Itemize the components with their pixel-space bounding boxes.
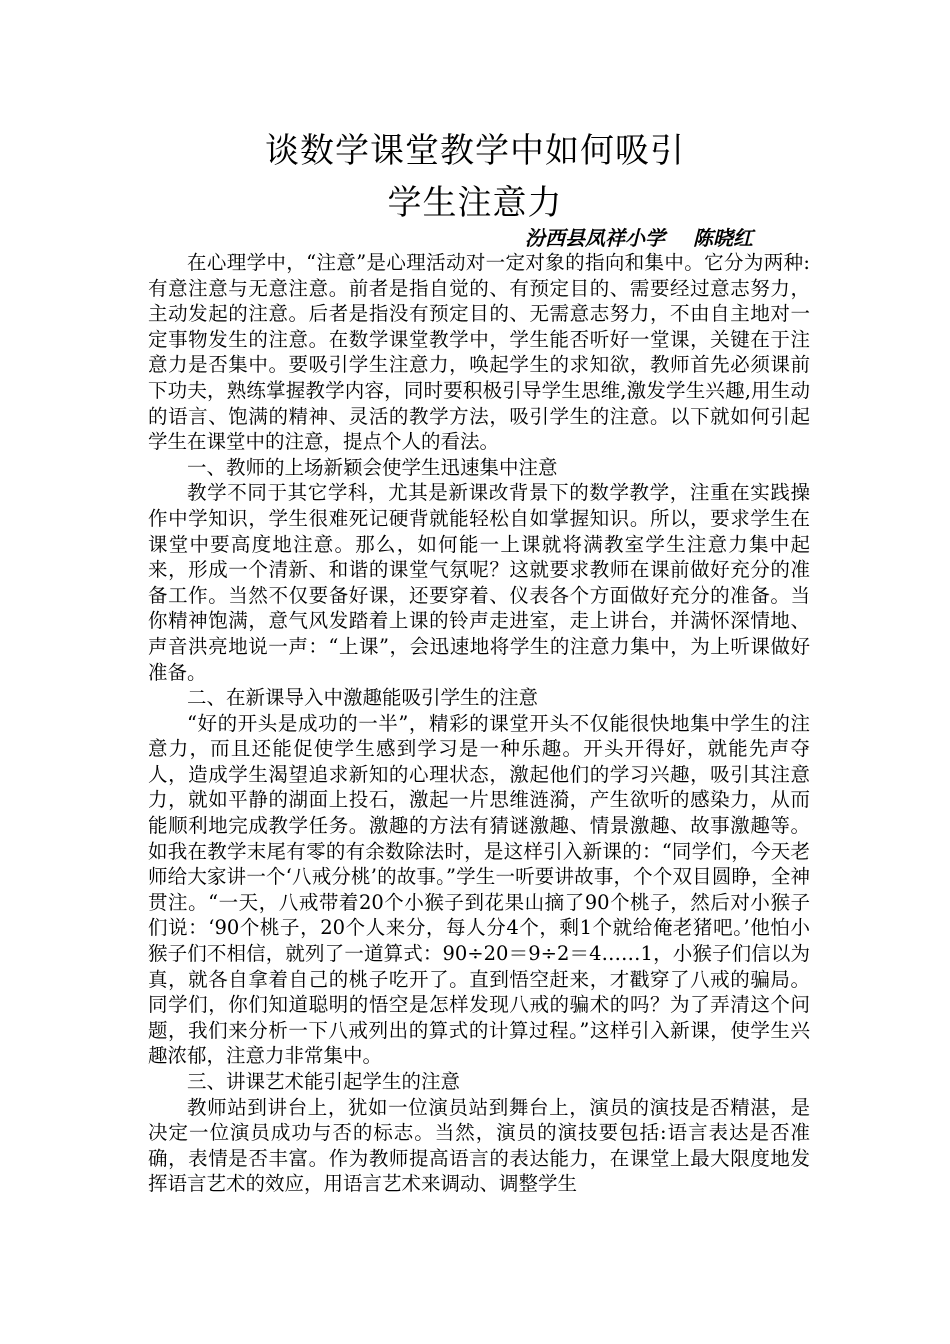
author-name: 陈晓红 xyxy=(693,226,753,250)
paragraph-section-2: “好的开头是成功的一半”，精彩的课堂开头不仅能很快地集中学生的注意力，而且还能促使学生感到学习是一种乐趣。开头开得好，就能先声夺人，造成学生渴望追求新知的心理状态，激起他们的学习兴趣，吸引其注意力，就如平静的湖面上投石，激起一片思维涟漪，产生欲听的感染力，从而能顺利地完成教学任务。激趣的方法有猜谜激趣、情景激趣、故事激趣等。如我在教学末尾有零的有余数除法时，是这样引入新课的：“同学们，今天老师给大家讲一个‘八戒分桃’的故事。”学生一听要讲故事，个个双目圆睁，全神贯注。“一天，八戒带着20个小猴子到花果山摘了90个桃子，然后对小猴子们说：‘90个桃子，20个人来分，每人分4个，剩1个就给俺老猪吧。’他怕小猴子们不相信，就列了一道算式：90÷20＝9÷2＝4……1，小猴子们信以为真，就各自拿着自己的桃子吃开了。直到悟空赶来，才戳穿了八戒的骗局。同学们，你们知道聪明的悟空是怎样发现八戒的骗术的吗？为了弄清这个问题，我们来分析一下八戒列出的算式的计算过程。”这样引入新课，使学生兴趣浓郁，注意力非常集中。 xyxy=(148,711,810,1068)
section-heading-1: 一、教师的上场新颖会使学生迅速集中注意 xyxy=(187,455,558,479)
paragraph-intro: 在心理学中，“注意”是心理活动对一定对象的指向和集中。它分为两种:有意注意与无意注意。前者是指自觉的、有预定目的、需要经过意志努力，主动发起的注意。后者是指没有预定目的、无需意志努力，不由自主地对一定事物发生的注意。在数学课堂教学中，学生能否听好一堂课，关键在于注意力是否集中。要吸引学生注意力，唤起学生的求知欲，教师首先必须课前下功夫，熟练掌握教学内容，同时要积极引导学生思维,激发学生兴趣,用生动的语言、饱满的精神、灵活的教学方法，吸引学生的注意。以下就如何引起学生在课堂中的注意，提点个人的看法。 xyxy=(148,251,810,454)
document-title-line-1: 谈数学课堂教学中如何吸引 xyxy=(265,131,685,171)
author-school: 汾西县凤祥小学 xyxy=(525,226,665,250)
section-heading-3: 三、讲课艺术能引起学生的注意 xyxy=(187,1070,461,1093)
author-byline xyxy=(525,224,825,252)
document-body xyxy=(148,250,810,1197)
paragraph-section-1: 教学不同于其它学科，尤其是新课改背景下的数学教学，注重在实践操作中学知识，学生很难死记硬背就能轻松自如掌握知识。所以，要求学生在课堂中要高度地注意。那么，如何能一上课就将满教室学生注意力集中起来，形成一个清新、和谐的课堂气氛呢？这就要求教师在课前做好充分的准备工作。当然不仅要备好课，还要穿着、仪表各个方面做好充分的准备。当你精神饱满，意气风发踏着上课的铃声走进室，走上讲台，并满怀深情地、声音洪亮地说一声：“上课”，会迅速地将学生的注意力集中，为上听课做好准备。 xyxy=(148,481,810,684)
paragraph-section-3: 教师站到讲台上，犹如一位演员站到舞台上，演员的演技是否精湛，是决定一位演员成功与否的标志。当然，演员的演技要包括:语言表达是否准确，表情是否丰富。作为教师提高语言的表达能力，在课堂上最大限度地发挥语言艺术的效应，用语言艺术来调动、调整学生 xyxy=(148,1095,810,1196)
document-title-line-2: 学生注意力 xyxy=(387,183,563,223)
section-heading-2: 二、在新课导入中激趣能吸引学生的注意 xyxy=(187,686,539,710)
